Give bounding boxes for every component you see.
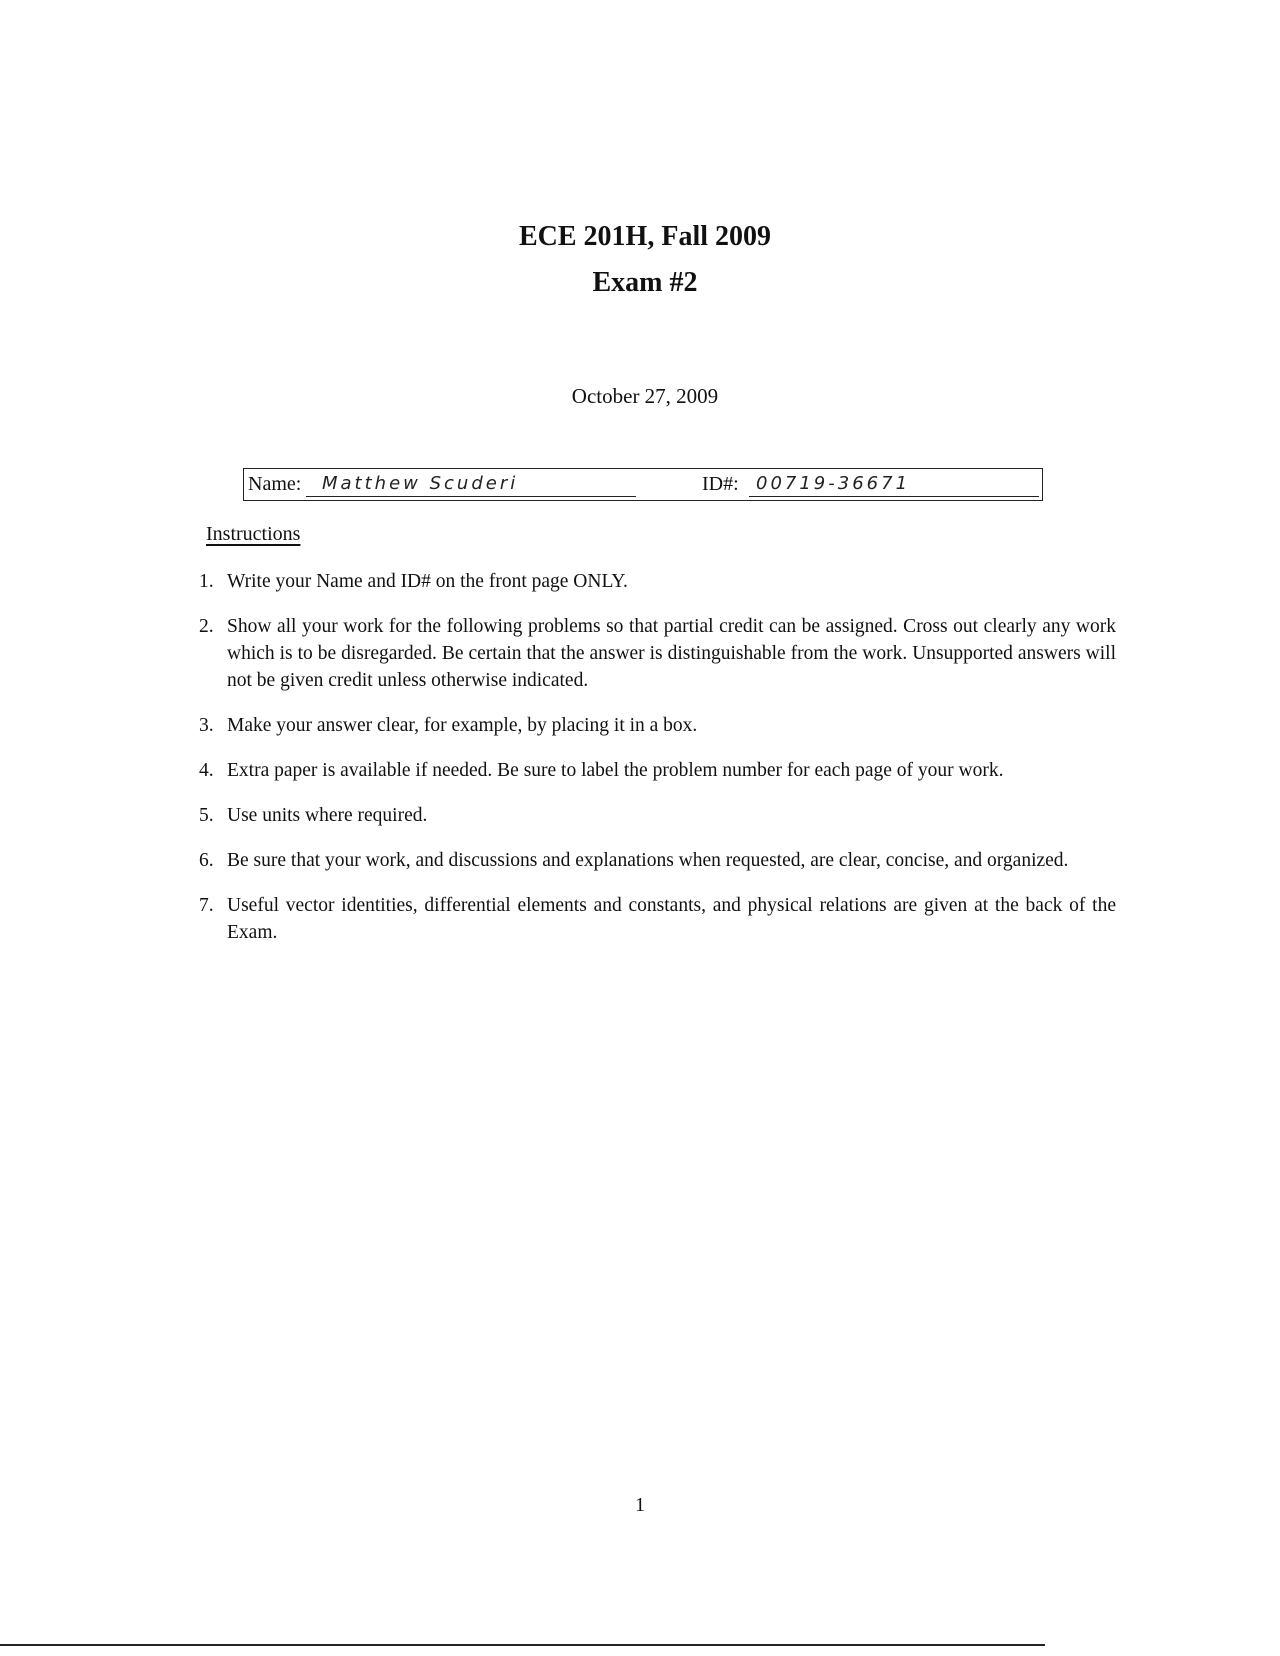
instruction-item xyxy=(199,847,1116,874)
instruction-item xyxy=(199,757,1116,784)
item-number: 5. xyxy=(199,805,214,826)
item-text: Show all your work for the following problems so that partial credit can be assigned. Cross out clearly any work which is to be disregarded. Be certain that the answer is distinguishable from the work. Unsupported answers will not be given credit unless otherwise indicated. xyxy=(227,616,1116,691)
id-underline xyxy=(749,496,1039,497)
exam-title: Exam #2 xyxy=(592,267,698,298)
item-text: Make your answer clear, for example, by placing it in a box. xyxy=(227,715,698,736)
instructions-list xyxy=(199,568,1116,964)
instruction-item xyxy=(199,802,1116,829)
name-label: Name: xyxy=(248,473,302,495)
item-text: Be sure that your work, and discussions and explanations when requested, are clear, concise, and organized. xyxy=(227,850,1069,871)
instruction-item xyxy=(199,613,1116,694)
name-id-box xyxy=(243,468,1043,501)
instruction-item xyxy=(199,892,1116,946)
item-text: Use units where required. xyxy=(227,805,428,826)
instructions-heading: Instructions xyxy=(206,523,301,545)
item-text: Extra paper is available if needed. Be sure to label the problem number for each page of your work. xyxy=(227,760,1004,781)
name-handwritten[interactable]: Matthew Scuderi xyxy=(322,473,519,494)
id-handwritten[interactable]: 00719-36671 xyxy=(756,473,911,494)
course-title: ECE 201H, Fall 2009 xyxy=(518,221,771,252)
item-number: 2. xyxy=(199,616,214,637)
instruction-item xyxy=(199,568,1116,595)
item-number: 7. xyxy=(199,895,214,916)
exam-date: October 27, 2009 xyxy=(571,384,719,408)
item-number: 6. xyxy=(199,850,214,871)
item-text: Write your Name and ID# on the front page ONLY. xyxy=(227,571,628,592)
page-number: 1 xyxy=(635,1494,645,1516)
name-underline xyxy=(306,496,636,497)
item-number: 3. xyxy=(199,715,214,736)
item-number: 1. xyxy=(199,571,214,592)
scan-edge-line xyxy=(0,1644,1045,1646)
item-text: Useful vector identities, differential elements and constants, and physical relations are given at the back of the Exam. xyxy=(227,895,1116,943)
item-number: 4. xyxy=(199,760,214,781)
instruction-item xyxy=(199,712,1116,739)
id-label: ID#: xyxy=(702,473,739,495)
